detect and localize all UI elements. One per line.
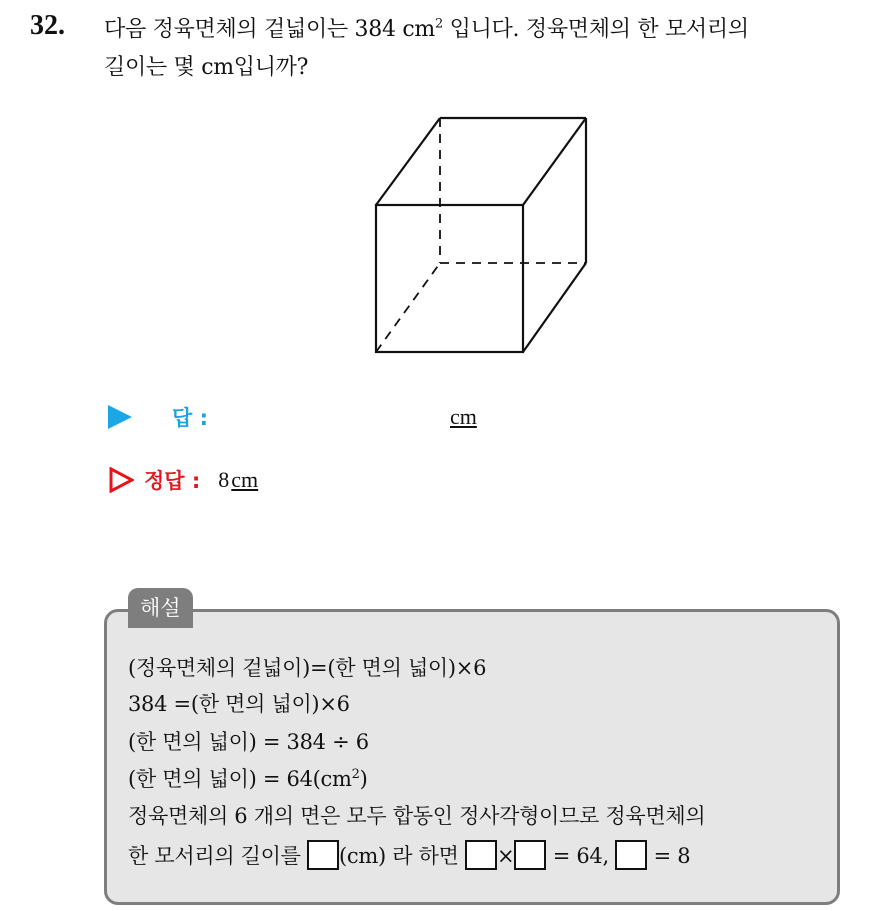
question-text-line2: 길이는 몇 cm입니까? xyxy=(104,55,309,80)
outline-triangle-icon xyxy=(108,467,134,493)
explanation-text-part: (한 면의 넓이) = 64( xyxy=(128,767,321,791)
question-text-part: 입니다. 정육면체의 한 모서리의 xyxy=(449,17,749,42)
question-text-line1 xyxy=(104,12,749,43)
explanation-unit-exponent: 2 xyxy=(351,767,360,782)
explanation-line: (한 면의 넓이) = 384 ÷ 6 xyxy=(128,730,369,754)
explanation-line xyxy=(128,840,690,870)
explanation-line: 정육면체의 6 개의 면은 모두 합동인 정사각형이므로 정육면체의 xyxy=(128,804,706,828)
explanation-text-part: ) xyxy=(359,767,368,791)
cube-edge xyxy=(376,118,440,205)
explanation-tab: 해설 xyxy=(128,588,193,628)
answer-unit: cm xyxy=(450,404,477,429)
explanation-text-part: = 8 xyxy=(653,844,691,868)
blank-box xyxy=(615,840,647,870)
answer-row xyxy=(108,402,477,432)
blank-box xyxy=(307,840,339,870)
answer-label: 답 : xyxy=(172,406,208,430)
question-text-part: 다음 정육면체의 겉넓이는 384 xyxy=(104,17,396,42)
correct-answer-label: 정답 : xyxy=(144,469,201,493)
explanation-text-part: × xyxy=(497,844,515,868)
question-unit: cm xyxy=(402,17,435,42)
cube-front-face xyxy=(376,205,523,352)
explanation-unit: cm xyxy=(320,767,352,791)
correct-answer-unit: cm xyxy=(231,467,259,492)
cube-edge xyxy=(523,263,586,352)
blank-box xyxy=(514,840,546,870)
question-unit-exponent: 2 xyxy=(434,16,443,32)
cube-hidden-edge xyxy=(376,263,440,352)
explanation-text-part: = 64, xyxy=(552,844,609,868)
question-number: 32. xyxy=(30,10,65,41)
explanation-text-part: (cm) 라 하면 xyxy=(339,844,459,868)
correct-answer-value: 8 xyxy=(218,467,230,492)
play-triangle-icon xyxy=(108,405,132,429)
cube-figure xyxy=(360,105,600,365)
explanation-line xyxy=(128,763,368,793)
correct-answer-row xyxy=(108,465,258,495)
explanation-line: (정육면체의 겉넓이)=(한 면의 넓이)×6 xyxy=(128,656,487,680)
cube-edge xyxy=(523,118,586,205)
blank-box xyxy=(465,840,497,870)
explanation-line: 384 =(한 면의 넓이)×6 xyxy=(128,692,350,716)
explanation-text-part: 한 모서리의 길이를 xyxy=(128,844,301,868)
